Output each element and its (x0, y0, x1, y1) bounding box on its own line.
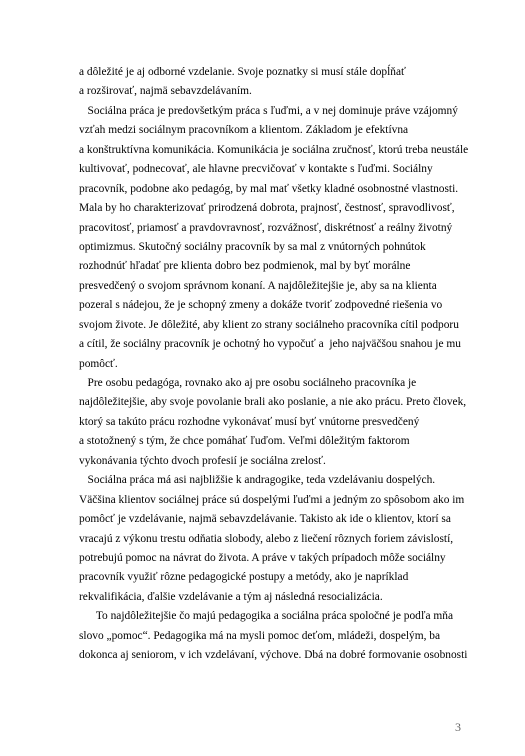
text-line: rekvalifikácia, ďalšie vzdelávanie a tým aj následná resocializácia. (79, 590, 383, 603)
text-line: a cítil, že sociálny pracovník je ochotný ho vypočuť a jeho najväčšou snahou je mu (79, 338, 461, 351)
text-line: pomôcť je vzdelávanie, najmä sebavzdelávanie. Takisto ak ide o klientov, ktorí sa (79, 513, 451, 526)
text-line: rozhodnúť hľadať pre klienta dobro bez podmienok, mal by byť morálne (79, 260, 411, 273)
text-line: a stotožnený s tým, že chce pomáhať ľuďom. Veľmi dôležitým faktorom (79, 435, 410, 448)
text-line: dokonca aj seniorom, v ich vzdelávaní, výchove. Dbá na dobré formovanie osobnosti (79, 649, 468, 662)
text-line: vykonávania týchto dvoch profesií je sociálna zrelosť. (79, 454, 326, 467)
text-line: Väčšina klientov sociálnej práce sú dospelými ľuďmi a jedným zo spôsobom ako im (79, 493, 465, 506)
text-line: potrebujú pomoc na návrat do života. A práve v takých prípadoch môže sociálny (79, 551, 446, 564)
text-line: pracovitosť, priamosť a pravdovravnosť, rozvážnosť, diskrétnosť a reálny životný (79, 221, 453, 234)
body-text (79, 63, 479, 666)
text-line: presvedčený o svojom správnom konaní. A najdôležitejšie je, aby sa na klienta (79, 279, 437, 292)
text-line: najdôležitejšie, aby svoje povolanie brali ako poslanie, a nie ako prácu. Preto človek, (79, 396, 467, 409)
text-line: a rozširovať, najmä sebavzdelávaním. (79, 85, 252, 98)
text-line: Mala by ho charakterizovať prirodzená dobrota, prajnosť, čestnosť, spravodlivosť, (79, 202, 455, 215)
text-line: svojom živote. Je dôležité, aby klient zo strany sociálneho pracovníka cítil podporu (79, 318, 459, 331)
text-line: kultivovať, podnecovať, ale hlavne precvičovať v kontakte s ľuďmi. Sociálny (79, 163, 433, 176)
text-line: pozeral s nádejou, že je schopný zmeny a dokáže tvoriť zodpovedné riešenia vo (79, 299, 443, 312)
page-number: 3 (455, 720, 461, 734)
text-line: Pre osobu pedagóga, rovnako ako aj pre osobu sociálneho pracovníka je (79, 377, 417, 389)
text-line: optimizmus. Skutočný sociálny pracovník by sa mal z vnútorných pohnútok (79, 240, 426, 253)
text-line: slovo „pomoc“. Pedagogika má na mysli pomoc deťom, mládeži, dospelým, ba (79, 629, 441, 642)
text-line: vzťah medzi sociálnym pracovníkom a klientom. Základom je efektívna (79, 124, 409, 137)
text-line: To najdôležitejšie čo majú pedagogika a sociálna práca spoločné je podľa mňa (79, 610, 453, 623)
text-line: Sociálna práca je predovšetkým práca s ľuďmi, a v nej dominuje práve vzájomný (79, 104, 458, 117)
text-line: pomôcť. (79, 357, 118, 370)
text-line: pracovník využiť rôzne pedagogické postupy a metódy, ako je napríklad (79, 571, 409, 584)
text-line: Sociálna práca má asi najbližšie k andragogike, teda vzdelávaniu dospelých. (79, 474, 436, 487)
text-line: ktorý sa takúto prácu rozhodne vykonávať musí byť vnútorne presvedčený (79, 415, 420, 428)
text-line: vracajú z výkonu trestu odňatia slobody, alebo z liečení rôznych foriem závislostí, (79, 532, 454, 545)
text-line: a dôležité je aj odborné vzdelanie. Svoje poznatky si musí stále dopĺňať (79, 66, 406, 78)
text-line: a konštruktívna komunikácia. Komunikácia je sociálna zručnosť, ktorú treba neustále (79, 143, 469, 156)
text-line: pracovník, podobne ako pedagóg, by mal mať všetky kladné osobnostné vlastnosti. (79, 182, 459, 195)
